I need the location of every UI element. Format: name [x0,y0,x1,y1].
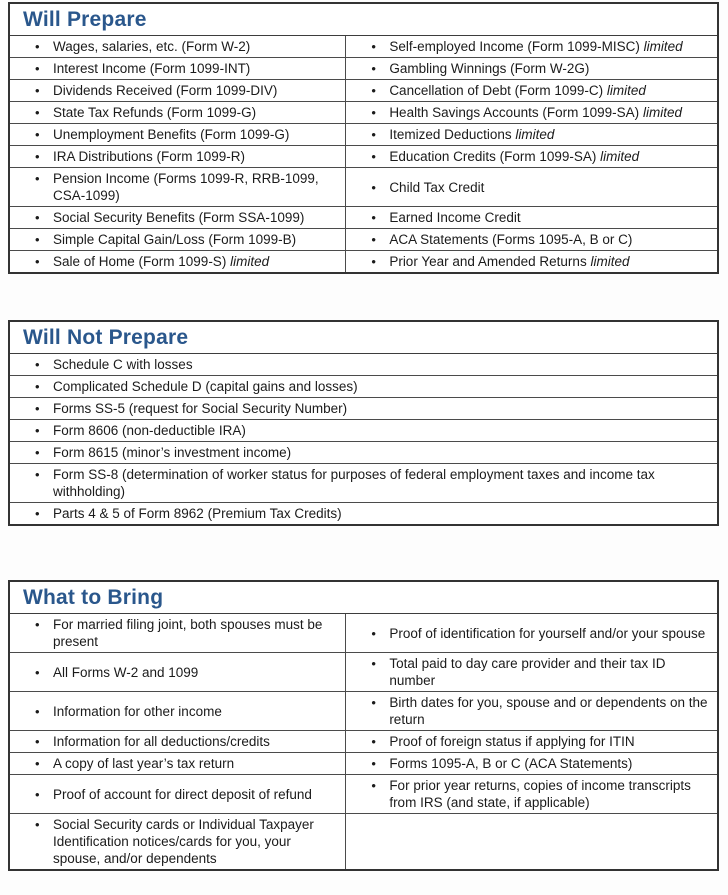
bullet-item [10,664,339,681]
item-text: Complicated Schedule D (capital gains and losses) [53,379,358,394]
bullet-item [10,126,339,143]
table-cell [10,614,346,653]
table-cell [346,251,717,273]
bullet-item [346,231,711,248]
table-cell [346,80,717,102]
table-cell [10,124,346,146]
bullet-item [10,616,339,650]
item-text: Forms SS-5 (request for Social Security Number) [53,401,348,416]
item-text: Interest Income (Form 1099-INT) [53,61,251,76]
table-row [10,420,717,442]
table-cell [346,58,717,80]
bullet-item [10,209,339,226]
item-text: ACA Statements (Forms 1095-A, B or C) [389,232,633,247]
bullet-icon: • [35,664,40,680]
bullet-item [10,703,339,720]
limited-label: limited [643,39,683,54]
item-text: Wages, salaries, etc. (Form W-2) [53,39,251,54]
item-text: Proof of account for direct deposit of refund [53,786,312,802]
bullet-item [10,786,339,803]
item-text: Earned Income Credit [389,210,521,225]
bullet-icon: • [371,625,376,641]
item-text: Social Security cards or Individual Taxpayer Identification notices/cards for you, your spouse, and/or dependents [53,817,314,866]
table-row [10,229,717,251]
bullet-item [10,38,339,55]
bullet-icon: • [371,656,376,671]
bullet-icon: • [35,617,40,632]
table-cell [346,731,717,753]
table-row [10,731,717,753]
bullet-item [10,733,339,750]
limited-label: limited [642,105,682,120]
table-cell [346,102,717,124]
table-cell [10,354,717,376]
bullet-item [10,104,339,121]
bullet-icon: • [35,105,40,120]
bullet-item [10,755,339,772]
table-cell [346,124,717,146]
table-row [10,354,717,376]
bullet-item [346,179,711,196]
bullet-item [10,466,711,500]
item-text: Birth dates for you, spouse and or dependents on the return [389,695,708,727]
table-cell [346,692,717,731]
item-text: Itemized Deductions limited [389,127,555,142]
table-cell [10,753,346,775]
bullet-item [346,777,711,811]
bullet-icon: • [371,149,376,164]
bullet-icon: • [371,254,376,269]
bullet-icon: • [35,401,40,416]
section-title: Will Prepare [10,4,717,36]
bullet-icon: • [371,105,376,120]
bullet-item [10,422,711,439]
bullet-item [346,253,711,270]
item-text: Proof of foreign status if applying for ITIN [389,734,635,749]
table-row [10,251,717,273]
item-text: Self-employed Income (Form 1099-MISC) limited [389,39,683,54]
item-text: Child Tax Credit [389,179,485,195]
bullet-icon: • [35,756,40,771]
item-text: Social Security Benefits (Form SSA-1099) [53,210,305,225]
table-cell [10,420,717,442]
table-cell [346,168,717,207]
bullet-icon: • [371,179,376,195]
bullet-icon: • [35,61,40,76]
item-text: State Tax Refunds (Form 1099-G) [53,105,257,120]
bullet-icon: • [35,39,40,54]
table-row [10,753,717,775]
bullet-icon: • [371,39,376,54]
table-row [10,398,717,420]
table-row [10,146,717,168]
bullet-icon: • [371,778,376,793]
bullet-item [346,655,711,689]
table-cell [10,692,346,731]
bullet-item [346,38,711,55]
bullet-item [346,104,711,121]
bullet-item [346,209,711,226]
limited-label: limited [230,254,270,269]
bullet-item [346,755,711,772]
table-row [10,102,717,124]
table-cell [10,102,346,124]
bullet-item [10,444,711,461]
table-cell [10,229,346,251]
bullet-item [346,733,711,750]
table-row [10,124,717,146]
table-row [10,36,717,58]
bullet-item [346,82,711,99]
table-row [10,442,717,464]
table-row [10,80,717,102]
table-cell [10,168,346,207]
table-cell [10,503,717,525]
item-text: Forms 1095-A, B or C (ACA Statements) [389,756,633,771]
item-text: A copy of last year’s tax return [53,756,235,771]
bullet-item [10,148,339,165]
section-title: What to Bring [10,582,717,614]
bullet-item [346,694,711,728]
bullet-icon: • [35,467,40,482]
item-text: Unemployment Benefits (Form 1099-G) [53,127,290,142]
table-cell [346,814,717,870]
table-row [10,168,717,207]
limited-label: limited [515,127,555,142]
item-text: Schedule C with losses [53,357,193,372]
bullet-icon: • [371,695,376,710]
item-text: Parts 4 & 5 of Form 8962 (Premium Tax Credits) [53,506,342,521]
table-cell [10,58,346,80]
bullet-icon: • [371,210,376,225]
bullet-item [10,505,711,522]
item-text: Proof of identification for yourself and/or your spouse [389,625,706,641]
section-will-not-prepare [8,320,719,526]
bullet-item [10,400,711,417]
item-text: Simple Capital Gain/Loss (Form 1099-B) [53,232,297,247]
bullet-item [10,231,339,248]
bullet-item [10,82,339,99]
table-cell [346,229,717,251]
bullet-icon: • [371,127,376,142]
bullet-icon: • [35,703,40,719]
section-what-to-bring [8,580,719,871]
table-row [10,207,717,229]
bullet-icon: • [371,83,376,98]
bullet-item [10,170,339,204]
bullet-icon: • [35,423,40,438]
item-text: Total paid to day care provider and their tax ID number [389,656,666,688]
bullet-icon: • [35,734,40,749]
item-text: Prior Year and Amended Returns limited [389,254,630,269]
bullet-icon: • [35,379,40,394]
bullet-icon: • [371,61,376,76]
table-row [10,376,717,398]
bullet-icon: • [371,232,376,247]
bullet-icon: • [35,445,40,460]
table-cell [346,614,717,653]
item-text: For married filing joint, both spouses must be present [53,617,323,649]
table-cell [346,653,717,692]
section-will-prepare [8,2,719,274]
table-cell [10,653,346,692]
bullet-item [10,60,339,77]
table-cell [346,207,717,229]
what-to-bring-table [10,614,717,869]
table-row [10,58,717,80]
bullet-item [10,816,339,867]
item-text: Pension Income (Forms 1099-R, RRB-1099, CSA-1099) [53,171,319,203]
item-text: IRA Distributions (Form 1099-R) [53,149,246,164]
bullet-icon: • [35,149,40,164]
table-cell [10,251,346,273]
section-title: Will Not Prepare [10,322,717,354]
bullet-item [346,60,711,77]
bullet-icon: • [35,357,40,372]
item-text: Form 8615 (minor’s investment income) [53,445,292,460]
table-cell [10,398,717,420]
table-cell [346,36,717,58]
bullet-icon: • [35,232,40,247]
table-row [10,503,717,525]
table-cell [346,775,717,814]
item-text: Form 8606 (non-deductible IRA) [53,423,246,438]
bullet-icon: • [35,127,40,142]
item-text: For prior year returns, copies of income transcripts from IRS (and state, if applicable) [389,778,691,810]
will-prepare-table [10,36,717,272]
bullet-item [346,148,711,165]
table-row [10,814,717,870]
table-cell [10,207,346,229]
bullet-icon: • [371,756,376,771]
bullet-icon: • [35,83,40,98]
bullet-item [346,625,711,642]
table-cell [346,146,717,168]
bullet-item [346,126,711,143]
item-text: Education Credits (Form 1099-SA) limited [389,149,640,164]
bullet-icon: • [35,817,40,832]
limited-label: limited [606,83,646,98]
table-row [10,653,717,692]
item-text: Sale of Home (Form 1099-S) limited [53,254,270,269]
item-text: Form SS-8 (determination of worker status for purposes of federal employment taxes and income tax withholding) [53,467,655,499]
bullet-icon: • [35,210,40,225]
item-text: Dividends Received (Form 1099-DIV) [53,83,278,98]
bullet-item [10,378,711,395]
item-text: Information for other income [53,703,222,719]
table-cell [10,775,346,814]
table-cell [10,731,346,753]
table-cell [10,376,717,398]
bullet-item [10,253,339,270]
table-cell [10,36,346,58]
limited-label: limited [600,149,640,164]
limited-label: limited [590,254,630,269]
table-row [10,614,717,653]
table-cell [10,80,346,102]
item-text: Health Savings Accounts (Form 1099-SA) limited [389,105,682,120]
table-row [10,775,717,814]
item-text: All Forms W-2 and 1099 [53,664,199,680]
table-cell [10,146,346,168]
item-text: Cancellation of Debt (Form 1099-C) limited [389,83,646,98]
bullet-icon: • [35,171,40,186]
will-not-prepare-table [10,354,717,524]
table-row [10,464,717,503]
table-row [10,692,717,731]
bullet-icon: • [35,786,40,802]
table-cell [10,464,717,503]
item-text: Information for all deductions/credits [53,734,270,749]
table-cell [346,753,717,775]
bullet-icon: • [35,254,40,269]
table-cell [10,814,346,870]
bullet-icon: • [371,734,376,749]
bullet-item [10,356,711,373]
bullet-icon: • [35,506,40,521]
table-cell [10,442,717,464]
item-text: Gambling Winnings (Form W-2G) [389,61,590,76]
